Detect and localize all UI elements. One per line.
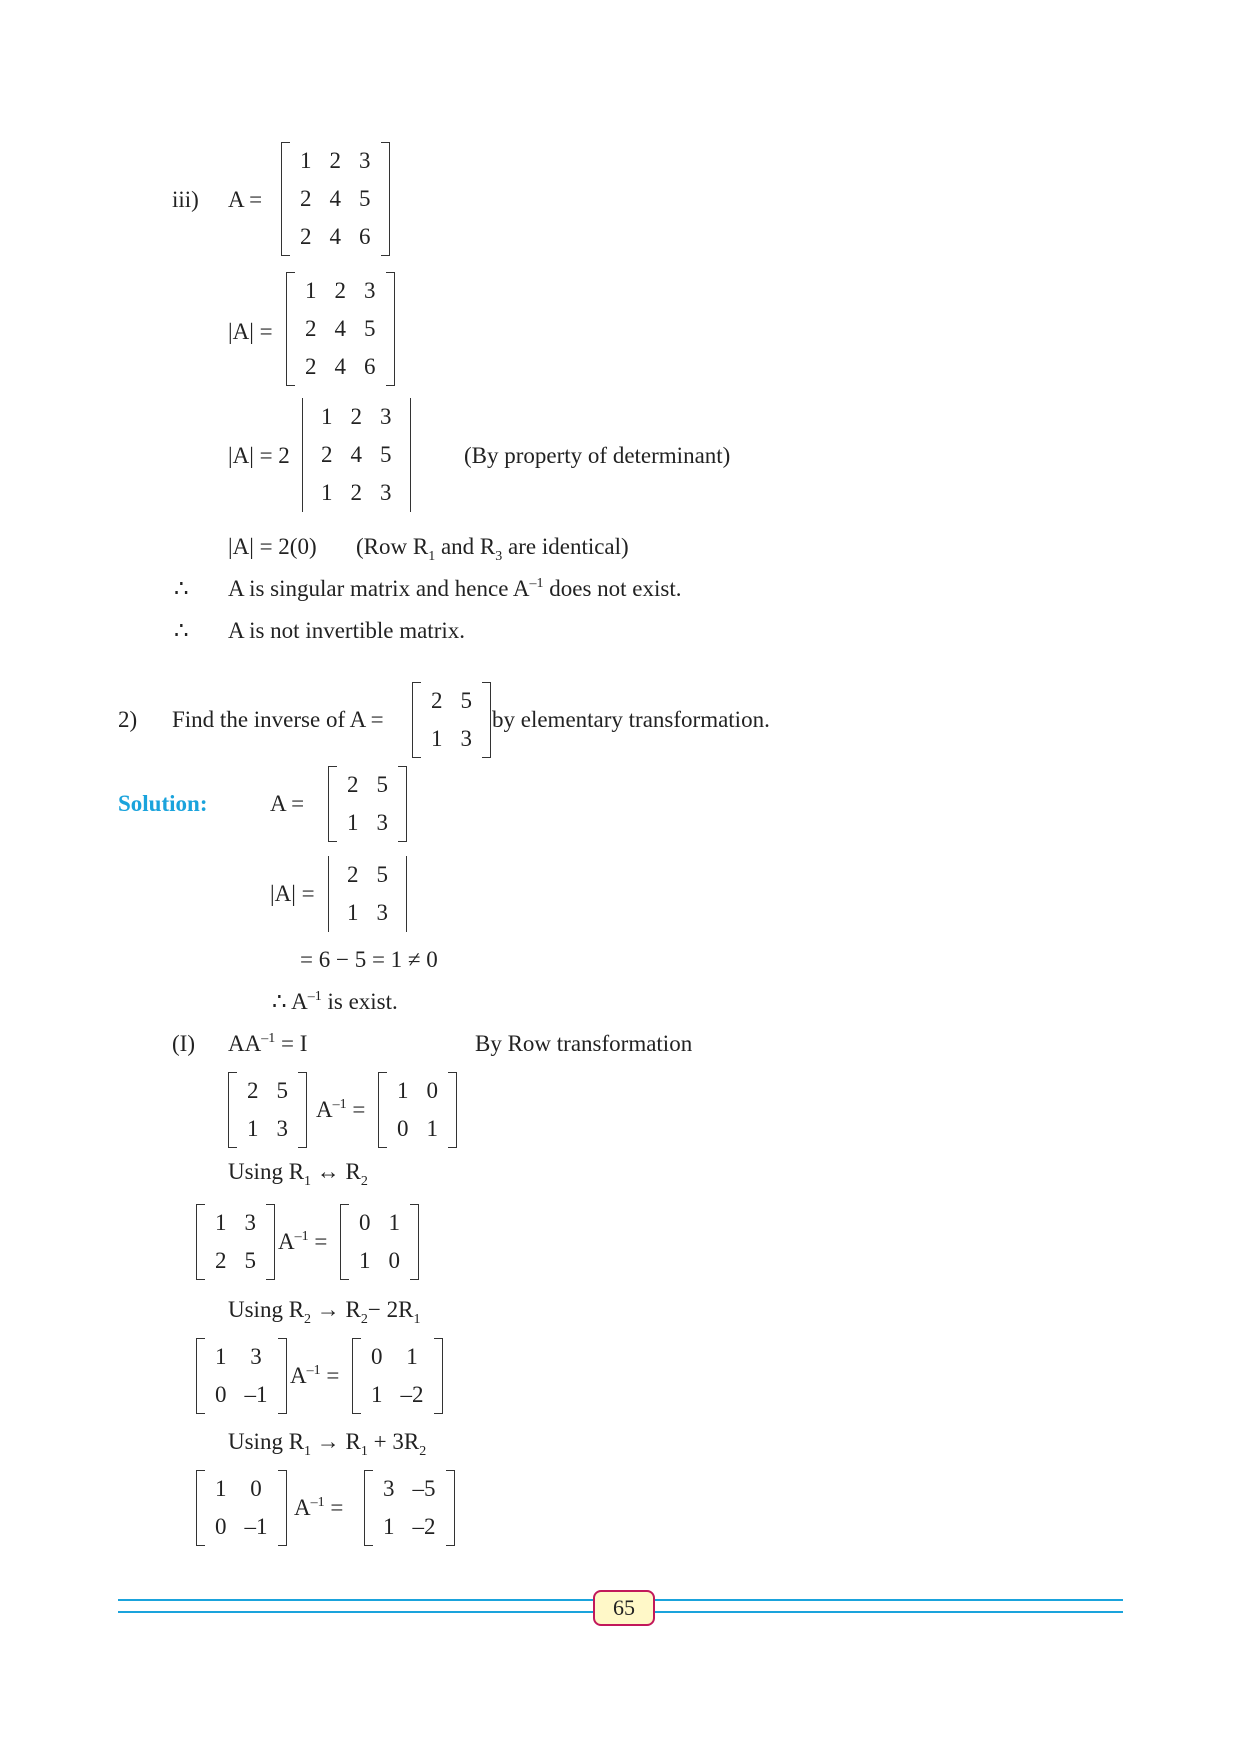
item-label-iii: iii)	[172, 187, 199, 212]
question-number: 2)	[118, 707, 138, 732]
matrix-cell: 2	[305, 354, 317, 379]
matrix-cell: 1	[215, 1210, 227, 1235]
matrix-cell: 5	[460, 688, 472, 713]
matrix-cell: 4	[334, 354, 346, 379]
matrix-cell: 1	[406, 1344, 418, 1369]
matrix-cell: 1	[305, 278, 317, 303]
matrix-cell: 2	[347, 862, 359, 887]
solution-label: Solution:	[118, 791, 208, 816]
property-note: (By property of determinant)	[464, 443, 731, 468]
matrix-cell: 3	[380, 404, 392, 429]
matrix-a-repeat	[286, 272, 395, 386]
matrix-cell: 0	[359, 1210, 371, 1235]
matrix-cell: 1	[371, 1382, 383, 1407]
matrix-cell: 2	[350, 480, 362, 505]
matrix-cell: 0	[215, 1382, 227, 1407]
step-label: (I)	[172, 1031, 195, 1056]
matrix-cell: 1	[247, 1116, 259, 1141]
matrix-cell: –1	[244, 1382, 268, 1407]
matrix-cell: 6	[359, 224, 371, 249]
question-matrix	[412, 682, 491, 758]
matrix-cell: 3	[359, 148, 371, 173]
matrix-cell: 1	[383, 1514, 395, 1539]
footer-rule-right-bottom	[655, 1611, 1123, 1613]
question-text-start: Find the inverse of A =	[172, 707, 384, 732]
matrix-cell: 5	[244, 1248, 256, 1273]
row-identical-note: (Row $R_1$ and $R_3$ are identical)	[356, 534, 629, 564]
matrix-cell: –1	[244, 1514, 268, 1539]
matrix-cell: 5	[376, 862, 388, 887]
matrix-cell: 0	[215, 1514, 227, 1539]
matrix-cell: 3	[364, 278, 376, 303]
matrix-cell: 2	[247, 1078, 259, 1103]
matrix-cell: 5	[380, 442, 392, 467]
matrix-cell: 2	[350, 404, 362, 429]
matrix-cell: 2	[305, 316, 317, 341]
matrix-cell: 5	[359, 186, 371, 211]
matrix-cell: 0	[250, 1476, 262, 1501]
step1-left-matrix	[228, 1072, 307, 1148]
footer-rule-right-top	[655, 1599, 1123, 1601]
page-number: 65	[593, 1590, 655, 1626]
identity-equation: $AA^{-1} = I$	[228, 1031, 308, 1056]
step2-ainv: $A^{-1}$ =	[278, 1229, 328, 1254]
step1-ainv: $A^{-1}$ =	[316, 1097, 366, 1122]
det-a-label: |A| =	[228, 319, 273, 344]
matrix-cell: –2	[412, 1514, 436, 1539]
operation-1: Using $R_1$ ↔ $R_2$	[228, 1159, 368, 1189]
conclusion-singular: A is singular matrix and hence $A^{-1}$ does not exist.	[228, 576, 682, 601]
inverse-exists: ∴ $A^{-1}$ is exist.	[272, 989, 398, 1014]
det-value: = 6 − 5 = 1 ≠ 0	[300, 947, 438, 972]
matrix-cell: –5	[412, 1476, 436, 1501]
matrix-cell: 3	[383, 1476, 395, 1501]
matrix-cell: 3	[250, 1344, 262, 1369]
matrix-cell: 1	[359, 1248, 371, 1273]
matrix-cell: 1	[300, 148, 312, 173]
matrix-cell: 0	[388, 1248, 400, 1273]
matrix-cell: –2	[400, 1382, 424, 1407]
operation-2: Using $R_2 \to R_2- 2R_1$	[228, 1297, 421, 1327]
matrix-cell: 2	[329, 148, 341, 173]
matrix-cell: 2	[321, 442, 333, 467]
matrix-cell: 5	[364, 316, 376, 341]
solution-a-equals: A =	[270, 791, 305, 816]
matrix-cell: 4	[329, 224, 341, 249]
matrix-cell: 1	[397, 1078, 409, 1103]
solution-det-label: |A| =	[270, 881, 315, 906]
matrix-cell: 3	[244, 1210, 256, 1235]
matrix-cell: 1	[347, 900, 359, 925]
matrix-cell: 3	[276, 1116, 288, 1141]
matrix-cell: 5	[276, 1078, 288, 1103]
step1-right-matrix	[378, 1072, 457, 1148]
matrix-cell: 5	[376, 772, 388, 797]
matrix-a	[281, 142, 390, 256]
determinant-factored	[302, 398, 411, 512]
matrix-cell: 0	[426, 1078, 438, 1103]
solution-matrix	[328, 766, 407, 842]
footer-rule-left-top	[118, 1599, 593, 1601]
matrix-cell: 1	[215, 1476, 227, 1501]
matrix-cell: 6	[364, 354, 376, 379]
matrix-cell: 3	[376, 900, 388, 925]
step4-left-matrix	[196, 1470, 287, 1546]
conclusion-not-invertible: A is not invertible matrix.	[228, 618, 465, 643]
matrix-cell: 1	[321, 480, 333, 505]
operation-3: Using $R_1 \to R_1 + 3R_2$	[228, 1429, 427, 1459]
matrix-cell: 3	[460, 726, 472, 751]
matrix-cell: 2	[300, 224, 312, 249]
matrix-cell: 2	[431, 688, 443, 713]
matrix-cell: 1	[431, 726, 443, 751]
a-equals-label: A =	[228, 187, 263, 212]
matrix-cell: 3	[376, 810, 388, 835]
step3-right-matrix	[352, 1338, 443, 1414]
question-text-end: by elementary transformation.	[492, 707, 770, 732]
matrix-cell: 2	[347, 772, 359, 797]
matrix-cell: 4	[329, 186, 341, 211]
det-result: |A| = 2(0)	[228, 534, 317, 559]
matrix-cell: 1	[388, 1210, 400, 1235]
matrix-cell: 2	[300, 186, 312, 211]
therefore-symbol: ∴	[174, 576, 189, 601]
step3-ainv: $A^{-1}$ =	[290, 1363, 340, 1388]
matrix-cell: 3	[380, 480, 392, 505]
matrix-cell: 4	[334, 316, 346, 341]
therefore-symbol-2: ∴	[174, 618, 189, 643]
matrix-cell: 1	[321, 404, 333, 429]
matrix-cell: 0	[397, 1116, 409, 1141]
step2-right-matrix	[340, 1204, 419, 1280]
matrix-cell: 1	[426, 1116, 438, 1141]
det-a-factored-label: |A| = 2	[228, 443, 290, 468]
matrix-cell: 2	[334, 278, 346, 303]
step4-ainv: $A^{-1}$ =	[294, 1495, 344, 1520]
footer-rule-left-bottom	[118, 1611, 593, 1613]
matrix-cell: 1	[347, 810, 359, 835]
matrix-cell: 4	[350, 442, 362, 467]
method-note: By Row transformation	[475, 1031, 693, 1056]
step4-right-matrix	[364, 1470, 455, 1546]
solution-determinant	[328, 856, 407, 932]
step2-left-matrix	[196, 1204, 275, 1280]
matrix-cell: 1	[215, 1344, 227, 1369]
step3-left-matrix	[196, 1338, 287, 1414]
matrix-cell: 2	[215, 1248, 227, 1273]
matrix-cell: 0	[371, 1344, 383, 1369]
